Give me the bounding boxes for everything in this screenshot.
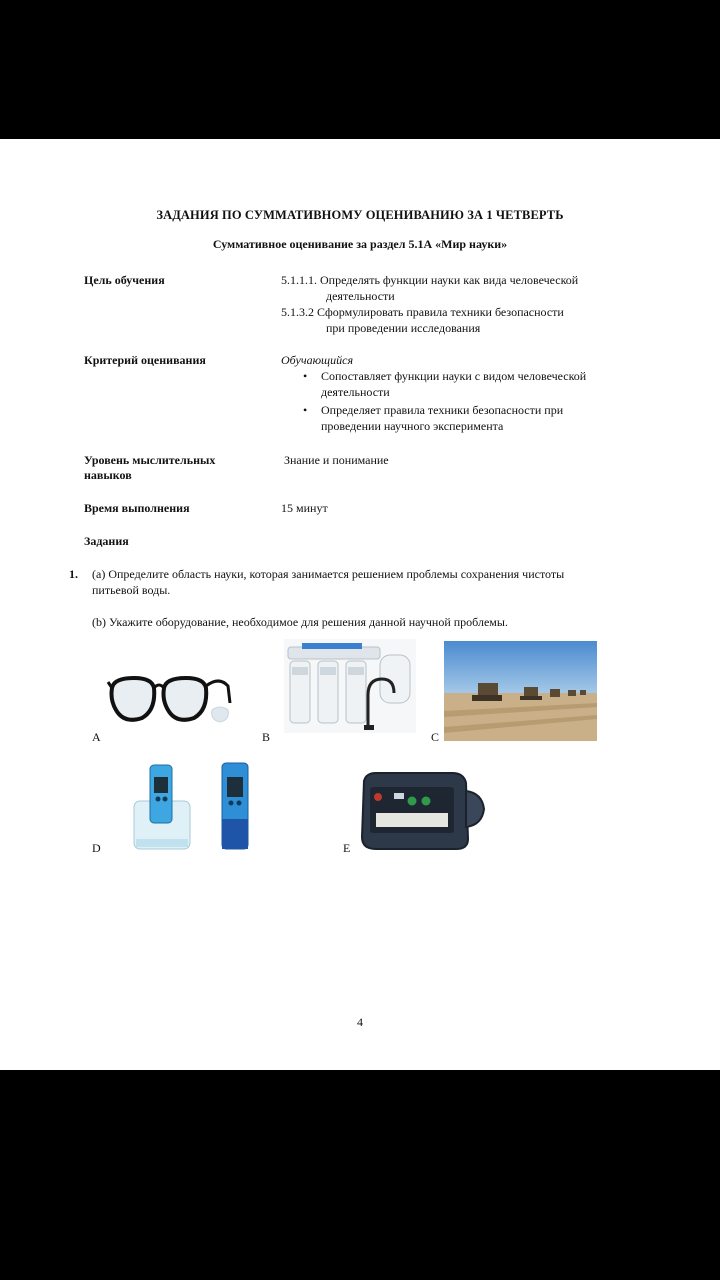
goal-line: 5.1.1.1. Определять функции науки как вида человеческой — [281, 273, 579, 287]
option-e-image — [356, 769, 486, 853]
question-part-b: (b) Укажите оборудование, необходимое для решения данной научной проблемы. — [92, 615, 508, 629]
option-b-label: B — [262, 730, 271, 744]
glasses-icon — [104, 648, 241, 732]
safety-goggles-icon — [356, 769, 486, 853]
option-d-image — [130, 761, 258, 853]
criteria-line: деятельности — [321, 385, 390, 399]
document-title: ЗАДАНИЯ ПО СУММАТИВНОМУ ОЦЕНИВАНИЮ ЗА 1 ЧЕТВЕРТЬ — [156, 208, 564, 222]
level-label-line: навыков — [84, 468, 132, 482]
tasks-label: Задания — [84, 534, 129, 548]
level-label-line: Уровень мыслительных — [84, 453, 216, 467]
criteria-line: • Определяет правила техники безопасности при — [321, 403, 564, 417]
question-part-a — [92, 566, 564, 598]
goal-line: при проведении исследования — [326, 321, 481, 335]
option-a-label: A — [92, 730, 101, 744]
question-number: 1. — [69, 567, 78, 581]
option-c-label: C — [431, 730, 440, 744]
field-harvesters-icon — [444, 641, 597, 741]
level-value: Знание и понимание — [284, 453, 389, 467]
time-label: Время выполнения — [84, 501, 190, 515]
water-tester-icon — [130, 761, 258, 853]
time-value: 15 минут — [281, 501, 328, 515]
criteria-line: проведении научного эксперимента — [321, 419, 504, 433]
question-line: питьевой воды. — [92, 583, 171, 597]
document-subtitle: Суммативное оценивание за раздел 5.1А «Мир науки» — [212, 237, 508, 251]
goal-value — [281, 272, 578, 336]
criteria-label: Критерий оценивания — [84, 353, 206, 367]
water-filter-icon — [284, 639, 416, 733]
criteria-bullet — [281, 402, 586, 434]
option-a-image — [104, 648, 241, 732]
option-c-image — [444, 641, 597, 741]
criteria-value — [281, 352, 586, 434]
option-b-image — [284, 639, 416, 733]
goal-line: деятельности — [326, 289, 395, 303]
question-line: (a) Определите область науки, которая занимается решением проблемы сохранения чистоты — [92, 567, 565, 581]
criteria-line: • Сопоставляет функции науки с видом человеческой — [321, 369, 587, 383]
criteria-intro: Обучающийся — [281, 353, 354, 367]
level-label — [84, 453, 215, 483]
criteria-bullet — [281, 368, 586, 400]
document-page — [0, 139, 720, 1070]
option-e-label: E — [343, 841, 351, 855]
goal-line: 5.1.3.2 Сформулировать правила техники безопасности — [281, 305, 564, 319]
page-number: 4 — [357, 1015, 363, 1029]
goal-label: Цель обучения — [84, 273, 165, 287]
option-d-label: D — [92, 841, 101, 855]
